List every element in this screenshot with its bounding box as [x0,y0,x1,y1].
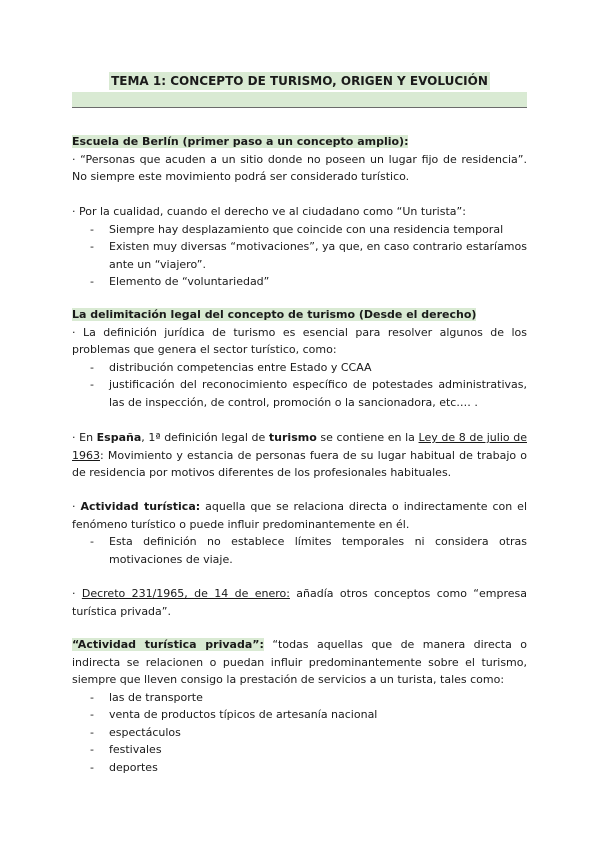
dash-list [72,359,527,412]
text-run: : Movimiento y estancia de personas fuera de su lugar habitual de trabajo o de residencia por motivos diferentes de los profesionales habituales. [72,448,527,479]
list-item: - Existen muy diversas “motivaciones”, ya que, en caso contrario estaríamos ante un “viajero”. [72,238,527,273]
paragraph-espana [72,429,527,482]
list-item: - festivales [72,741,527,759]
bold-espana: España [96,431,142,444]
term-actividad-turistica-privada: “Actividad turística privada”: [72,638,264,651]
dash-list [72,533,527,568]
list-item: - espectáculos [72,724,527,742]
decreto-reference: Decreto 231/1965, de 14 de enero: [81,587,290,600]
text-run: · En [72,431,97,444]
term-actividad-turistica: Actividad turística: [80,500,201,513]
text-run: , 1ª definición legal de [141,431,269,444]
list-item: - distribución competencias entre Estado y CCAA [72,359,527,377]
text-run: “todas aquellas que de manera directa o indirecta se relacionen o puedan influir predominantemente sobre el turismo, siempre que lleven consigo la prestación de servicios a un turista, tales como: [72,638,527,686]
section-heading-delimitacion: La delimitación legal del concepto de turismo (Desde el derecho) [72,308,477,321]
document-title: TEMA 1: CONCEPTO DE TURISMO, ORIGEN Y EVOLUCIÓN [111,74,488,88]
list-item: - Elemento de “voluntariedad” [72,273,527,291]
section-berlin-cualidad [72,203,527,291]
paragraph: · “Personas que acuden a un sitio donde no poseen un lugar fijo de residencia”. No siempre este movimiento podrá ser considerado turístico. [72,152,527,183]
dash-list [72,221,527,291]
dash-list [72,689,527,777]
list-item: - Esta definición no establece límites temporales ni considera otras motivaciones de viaje. [72,533,527,568]
section-berlin [72,133,527,186]
list-item: - las de transporte [72,689,527,707]
text-run: aquella que se relaciona directa o indirectamente con el fenómeno turístico o puede influir predominantemente en él. [72,500,528,531]
text-run: · [72,500,81,513]
paragraph-actividad-turistica [72,498,527,568]
bold-turismo: turismo [268,431,317,444]
paragraph: · La definición jurídica de turismo es esencial para resolver algunos de los problemas que genera el sector turístico, como: [72,325,527,356]
text-run: · [72,587,82,600]
text-run: se contiene en la [316,431,419,444]
title-container [72,72,527,90]
list-item: - Siempre hay desplazamiento que coincide con una residencia temporal [72,221,527,239]
list-item: - venta de productos típicos de artesanía nacional [72,706,527,724]
section-delimitacion [72,306,527,411]
list-item: - deportes [72,759,527,777]
section-heading-berlin: Escuela de Berlín (primer paso a un concepto amplio): [72,135,409,148]
text-run: añadía otros conceptos como “empresa turística privada”. [72,587,527,618]
list-item: - justificación del reconocimiento específico de potestades administrativas, las de inspección, de control, promoción o la sancionadora, etc.… . [72,376,527,411]
paragraph-decreto [72,585,527,620]
paragraph: · Por la cualidad, cuando el derecho ve al ciudadano como “Un turista”: [72,205,466,218]
ley-1963-link: Ley de 8 de julio de 1963 [72,431,527,462]
title-underline-band [72,92,527,108]
paragraph-actividad-privada [72,636,527,776]
